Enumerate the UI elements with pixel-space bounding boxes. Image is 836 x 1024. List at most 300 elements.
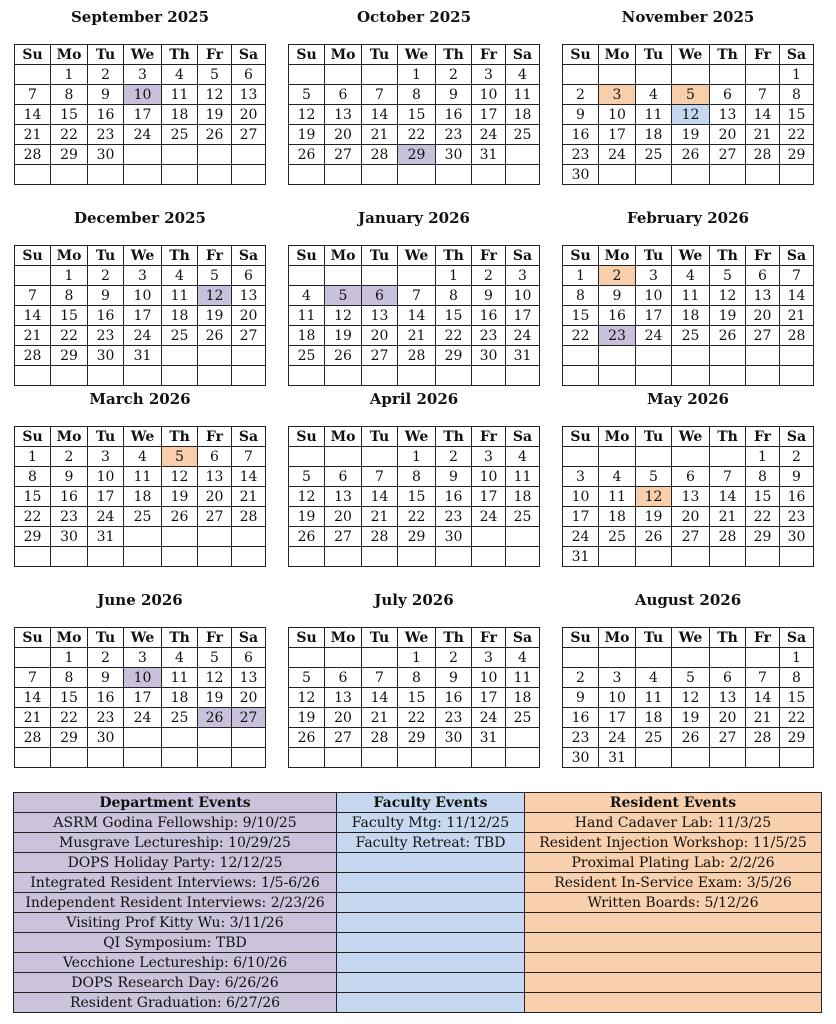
- empty-day-cell: [746, 748, 780, 768]
- empty-day-cell: [88, 748, 124, 768]
- empty-day-cell: [325, 447, 362, 467]
- empty-day-cell: [710, 346, 746, 366]
- day-cell: 19: [710, 306, 746, 326]
- empty-day-cell: [289, 748, 325, 768]
- week-row: [15, 447, 266, 467]
- weekday-label: Mo: [599, 45, 636, 65]
- weekday-label: Su: [289, 246, 325, 266]
- day-cell: 16: [88, 306, 124, 326]
- empty-day-cell: [51, 165, 88, 185]
- empty-day-cell: [198, 366, 232, 386]
- day-cell: 4: [599, 467, 636, 487]
- month-table: [562, 44, 814, 185]
- day-cell: 8: [563, 286, 599, 306]
- day-cell: 27: [232, 326, 266, 346]
- day-cell: 16: [599, 306, 636, 326]
- faculty-event: [337, 913, 525, 933]
- week-row: [563, 668, 814, 688]
- day-cell: 31: [599, 748, 636, 768]
- department-event: QI Symposium: TBD: [14, 933, 337, 953]
- day-cell: 7: [232, 447, 266, 467]
- day-cell: 12: [198, 286, 232, 306]
- week-row: [15, 65, 266, 85]
- empty-day-cell: [636, 346, 672, 366]
- month-table: [562, 426, 814, 567]
- weekday-label: Th: [162, 45, 198, 65]
- weekday-label: Fr: [198, 427, 232, 447]
- events-row: [14, 833, 822, 853]
- empty-day-cell: [362, 447, 398, 467]
- day-cell: 1: [398, 65, 436, 85]
- day-cell: 17: [124, 688, 162, 708]
- day-cell: 29: [51, 728, 88, 748]
- empty-day-cell: [232, 748, 266, 768]
- empty-day-cell: [15, 547, 51, 567]
- day-cell: 15: [398, 105, 436, 125]
- weekday-label: Sa: [780, 628, 814, 648]
- week-row: [15, 467, 266, 487]
- day-cell: 21: [746, 125, 780, 145]
- week-row: [289, 668, 540, 688]
- day-cell: 28: [15, 728, 51, 748]
- day-cell: 20: [325, 125, 362, 145]
- weekday-label: Su: [563, 246, 599, 266]
- empty-day-cell: [506, 748, 540, 768]
- weekday-label: Fr: [472, 246, 506, 266]
- weekday-header-row: [563, 246, 814, 266]
- empty-day-cell: [162, 748, 198, 768]
- day-cell: 16: [51, 487, 88, 507]
- day-cell: 30: [436, 728, 472, 748]
- resident-event: [525, 973, 822, 993]
- week-row: [15, 326, 266, 346]
- day-cell: 10: [563, 487, 599, 507]
- day-cell: 26: [289, 527, 325, 547]
- empty-day-cell: [672, 748, 710, 768]
- day-cell: 20: [325, 708, 362, 728]
- weekday-label: Sa: [506, 246, 540, 266]
- empty-day-cell: [563, 366, 599, 386]
- day-cell: 23: [563, 728, 599, 748]
- day-cell: 19: [636, 507, 672, 527]
- week-row: [289, 105, 540, 125]
- month-table: [14, 245, 266, 386]
- week-row: [563, 266, 814, 286]
- empty-day-cell: [124, 165, 162, 185]
- empty-day-cell: [436, 165, 472, 185]
- weekday-label: Th: [436, 628, 472, 648]
- week-row: [15, 547, 266, 567]
- day-cell: 14: [362, 487, 398, 507]
- day-cell: 29: [780, 728, 814, 748]
- day-cell: 21: [15, 125, 51, 145]
- day-cell: 7: [710, 467, 746, 487]
- empty-day-cell: [362, 266, 398, 286]
- empty-day-cell: [232, 165, 266, 185]
- weekday-label: Th: [162, 628, 198, 648]
- day-cell: 4: [162, 65, 198, 85]
- day-cell: 23: [780, 507, 814, 527]
- month-title: April 2026: [369, 390, 459, 408]
- empty-day-cell: [599, 447, 636, 467]
- day-cell: 1: [780, 65, 814, 85]
- weekday-header-row: [289, 246, 540, 266]
- weekday-label: Fr: [198, 246, 232, 266]
- day-cell: 1: [563, 266, 599, 286]
- day-cell: 23: [436, 708, 472, 728]
- week-row: [15, 346, 266, 366]
- faculty-event: [337, 953, 525, 973]
- resident-event: Resident Injection Workshop: 11/5/25: [525, 833, 822, 853]
- empty-day-cell: [88, 165, 124, 185]
- department-event: Resident Graduation: 6/27/26: [14, 993, 337, 1013]
- day-cell: 10: [472, 85, 506, 105]
- day-cell: 6: [710, 85, 746, 105]
- day-cell: 4: [124, 447, 162, 467]
- week-row: [15, 366, 266, 386]
- weekday-header-row: [15, 246, 266, 266]
- day-cell: 14: [746, 105, 780, 125]
- weekday-label: Mo: [599, 628, 636, 648]
- weekday-label: Su: [15, 45, 51, 65]
- month-title: October 2025: [356, 8, 472, 26]
- day-cell: 28: [362, 145, 398, 165]
- empty-day-cell: [15, 748, 51, 768]
- day-cell: 12: [162, 467, 198, 487]
- empty-day-cell: [506, 527, 540, 547]
- week-row: [289, 125, 540, 145]
- empty-day-cell: [51, 366, 88, 386]
- empty-day-cell: [472, 547, 506, 567]
- day-cell: 28: [15, 145, 51, 165]
- weekday-label: Fr: [198, 628, 232, 648]
- weekday-label: Tu: [362, 427, 398, 447]
- weekday-label: We: [672, 427, 710, 447]
- empty-day-cell: [746, 547, 780, 567]
- day-cell: 29: [51, 346, 88, 366]
- day-cell: 6: [232, 648, 266, 668]
- empty-day-cell: [88, 547, 124, 567]
- day-cell: 2: [88, 65, 124, 85]
- day-cell: 10: [88, 467, 124, 487]
- empty-day-cell: [124, 366, 162, 386]
- day-cell: 3: [472, 447, 506, 467]
- empty-day-cell: [398, 165, 436, 185]
- events-table: [13, 792, 822, 1013]
- day-cell: 24: [563, 527, 599, 547]
- day-cell: 3: [124, 65, 162, 85]
- day-cell: 29: [398, 527, 436, 547]
- day-cell: 22: [51, 326, 88, 346]
- empty-day-cell: [710, 748, 746, 768]
- day-cell: 5: [198, 266, 232, 286]
- weekday-header-row: [289, 628, 540, 648]
- weekday-label: Sa: [232, 246, 266, 266]
- weekday-label: Tu: [636, 246, 672, 266]
- day-cell: 14: [15, 688, 51, 708]
- day-cell: 14: [362, 688, 398, 708]
- month-table: [14, 44, 266, 185]
- day-cell: 30: [88, 145, 124, 165]
- empty-day-cell: [15, 165, 51, 185]
- empty-day-cell: [563, 648, 599, 668]
- day-cell: 20: [672, 507, 710, 527]
- empty-day-cell: [563, 447, 599, 467]
- day-cell: 20: [198, 487, 232, 507]
- empty-day-cell: [780, 366, 814, 386]
- day-cell: 11: [636, 105, 672, 125]
- day-cell: 13: [232, 668, 266, 688]
- day-cell: 8: [780, 85, 814, 105]
- day-cell: 17: [599, 708, 636, 728]
- day-cell: 20: [746, 306, 780, 326]
- day-cell: 31: [506, 346, 540, 366]
- weekday-label: Tu: [362, 45, 398, 65]
- weekday-label: Sa: [780, 246, 814, 266]
- day-cell: 28: [710, 527, 746, 547]
- week-row: [289, 527, 540, 547]
- day-cell: 16: [472, 306, 506, 326]
- day-cell: 14: [15, 306, 51, 326]
- day-cell: 10: [636, 286, 672, 306]
- day-cell: 26: [198, 125, 232, 145]
- day-cell: 3: [563, 467, 599, 487]
- day-cell: 30: [563, 748, 599, 768]
- week-row: [289, 366, 540, 386]
- day-cell: 19: [289, 507, 325, 527]
- week-row: [15, 527, 266, 547]
- empty-day-cell: [710, 165, 746, 185]
- day-cell: 15: [780, 688, 814, 708]
- day-cell: 22: [780, 708, 814, 728]
- week-row: [289, 507, 540, 527]
- day-cell: 24: [124, 708, 162, 728]
- empty-day-cell: [162, 728, 198, 748]
- day-cell: 25: [636, 145, 672, 165]
- weekday-label: Su: [563, 628, 599, 648]
- day-cell: 2: [780, 447, 814, 467]
- week-row: [289, 688, 540, 708]
- empty-day-cell: [325, 547, 362, 567]
- weekday-label: Su: [563, 45, 599, 65]
- day-cell: 13: [710, 105, 746, 125]
- day-cell: 5: [289, 467, 325, 487]
- day-cell: 4: [506, 65, 540, 85]
- day-cell: 25: [506, 507, 540, 527]
- day-cell: 24: [472, 708, 506, 728]
- empty-day-cell: [636, 165, 672, 185]
- weekday-label: Sa: [780, 427, 814, 447]
- day-cell: 8: [398, 467, 436, 487]
- day-cell: 5: [672, 85, 710, 105]
- day-cell: 7: [780, 266, 814, 286]
- empty-day-cell: [15, 366, 51, 386]
- weekday-label: Sa: [232, 45, 266, 65]
- empty-day-cell: [506, 165, 540, 185]
- day-cell: 21: [362, 507, 398, 527]
- weekday-label: Su: [289, 45, 325, 65]
- day-cell: 8: [51, 668, 88, 688]
- department-event: Musgrave Lectureship: 10/29/25: [14, 833, 337, 853]
- day-cell: 8: [436, 286, 472, 306]
- resident-event: [525, 913, 822, 933]
- empty-day-cell: [124, 748, 162, 768]
- weekday-label: Sa: [232, 427, 266, 447]
- weekday-label: Su: [289, 427, 325, 447]
- day-cell: 24: [88, 507, 124, 527]
- day-cell: 22: [398, 708, 436, 728]
- empty-day-cell: [289, 366, 325, 386]
- weekday-header-row: [289, 427, 540, 447]
- empty-day-cell: [506, 547, 540, 567]
- day-cell: 22: [15, 507, 51, 527]
- empty-day-cell: [672, 366, 710, 386]
- weekday-label: Mo: [51, 246, 88, 266]
- day-cell: 12: [198, 668, 232, 688]
- weekday-label: We: [672, 246, 710, 266]
- day-cell: 17: [88, 487, 124, 507]
- day-cell: 13: [362, 306, 398, 326]
- week-row: [289, 65, 540, 85]
- day-cell: 3: [124, 648, 162, 668]
- empty-day-cell: [506, 145, 540, 165]
- empty-day-cell: [198, 346, 232, 366]
- day-cell: 6: [746, 266, 780, 286]
- day-cell: 7: [746, 668, 780, 688]
- week-row: [563, 447, 814, 467]
- day-cell: 28: [232, 507, 266, 527]
- day-cell: 18: [506, 487, 540, 507]
- weekday-label: Sa: [780, 45, 814, 65]
- empty-day-cell: [124, 547, 162, 567]
- day-cell: 10: [599, 105, 636, 125]
- week-row: [563, 105, 814, 125]
- day-cell: 6: [232, 266, 266, 286]
- day-cell: 12: [710, 286, 746, 306]
- empty-day-cell: [506, 366, 540, 386]
- day-cell: 15: [51, 105, 88, 125]
- day-cell: 21: [232, 487, 266, 507]
- weekday-label: Tu: [636, 45, 672, 65]
- day-cell: 31: [563, 547, 599, 567]
- day-cell: 23: [88, 326, 124, 346]
- day-cell: 22: [436, 326, 472, 346]
- department-event: Integrated Resident Interviews: 1/5-6/26: [14, 873, 337, 893]
- department-event: Visiting Prof Kitty Wu: 3/11/26: [14, 913, 337, 933]
- day-cell: 26: [162, 507, 198, 527]
- empty-day-cell: [362, 748, 398, 768]
- weekday-label: Sa: [506, 628, 540, 648]
- day-cell: 6: [362, 286, 398, 306]
- day-cell: 13: [198, 467, 232, 487]
- day-cell: 29: [780, 145, 814, 165]
- day-cell: 9: [88, 286, 124, 306]
- day-cell: 29: [746, 527, 780, 547]
- empty-day-cell: [325, 748, 362, 768]
- day-cell: 26: [198, 708, 232, 728]
- empty-day-cell: [362, 648, 398, 668]
- day-cell: 22: [398, 507, 436, 527]
- weekday-label: Tu: [362, 246, 398, 266]
- day-cell: 12: [289, 487, 325, 507]
- day-cell: 19: [198, 306, 232, 326]
- empty-day-cell: [780, 547, 814, 567]
- day-cell: 20: [710, 125, 746, 145]
- day-cell: 25: [636, 728, 672, 748]
- events-row: [14, 893, 822, 913]
- day-cell: 18: [162, 688, 198, 708]
- weekday-label: Su: [15, 628, 51, 648]
- empty-day-cell: [162, 366, 198, 386]
- day-cell: 21: [15, 708, 51, 728]
- weekday-label: Th: [710, 628, 746, 648]
- day-cell: 28: [746, 728, 780, 748]
- weekday-label: Mo: [325, 246, 362, 266]
- day-cell: 4: [506, 648, 540, 668]
- day-cell: 6: [325, 467, 362, 487]
- empty-day-cell: [232, 145, 266, 165]
- empty-day-cell: [746, 165, 780, 185]
- faculty-event: [337, 933, 525, 953]
- week-row: [563, 306, 814, 326]
- day-cell: 14: [232, 467, 266, 487]
- weekday-label: Tu: [88, 427, 124, 447]
- day-cell: 1: [398, 648, 436, 668]
- empty-day-cell: [599, 366, 636, 386]
- day-cell: 24: [472, 507, 506, 527]
- day-cell: 5: [289, 668, 325, 688]
- week-row: [563, 487, 814, 507]
- weekday-label: Fr: [746, 246, 780, 266]
- day-cell: 14: [746, 688, 780, 708]
- day-cell: 12: [289, 105, 325, 125]
- day-cell: 11: [162, 85, 198, 105]
- empty-day-cell: [289, 648, 325, 668]
- day-cell: 18: [636, 125, 672, 145]
- events-header-row: [14, 793, 822, 813]
- day-cell: 17: [472, 487, 506, 507]
- empty-day-cell: [398, 547, 436, 567]
- day-cell: 14: [398, 306, 436, 326]
- weekday-label: Mo: [325, 628, 362, 648]
- week-row: [563, 547, 814, 567]
- empty-day-cell: [232, 527, 266, 547]
- day-cell: 28: [15, 346, 51, 366]
- day-cell: 10: [472, 467, 506, 487]
- week-row: [15, 306, 266, 326]
- day-cell: 25: [162, 326, 198, 346]
- day-cell: 7: [15, 668, 51, 688]
- week-row: [289, 648, 540, 668]
- day-cell: 1: [51, 266, 88, 286]
- week-row: [563, 85, 814, 105]
- day-cell: 30: [88, 728, 124, 748]
- day-cell: 4: [506, 447, 540, 467]
- empty-day-cell: [198, 728, 232, 748]
- day-cell: 27: [672, 527, 710, 547]
- empty-day-cell: [198, 165, 232, 185]
- weekday-label: We: [124, 45, 162, 65]
- day-cell: 13: [325, 487, 362, 507]
- day-cell: 17: [472, 688, 506, 708]
- week-row: [15, 125, 266, 145]
- day-cell: 8: [746, 467, 780, 487]
- day-cell: 1: [51, 65, 88, 85]
- empty-day-cell: [325, 65, 362, 85]
- day-cell: 18: [599, 507, 636, 527]
- day-cell: 29: [51, 145, 88, 165]
- faculty-event: [337, 893, 525, 913]
